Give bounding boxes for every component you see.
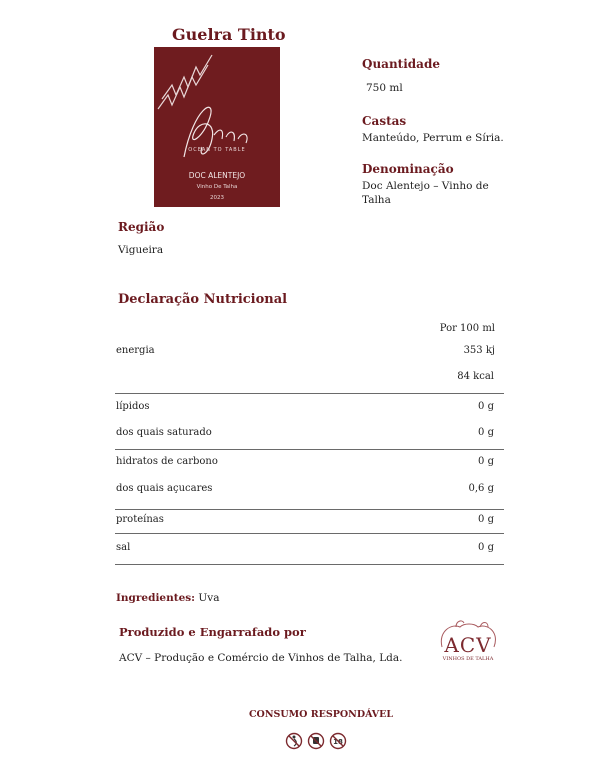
consumo-text: CONSUMO RESPONDÁVEL <box>249 709 394 720</box>
table-row-label: proteínas <box>116 514 164 525</box>
age-18-icon <box>331 734 346 749</box>
label-style: Vinho De Talha <box>196 184 238 190</box>
energy-label: energia <box>116 345 155 356</box>
table-divider <box>115 449 504 450</box>
regiao-value: Vigueira <box>118 244 164 256</box>
table-row-label: lípidos <box>116 401 150 412</box>
table-divider <box>115 564 504 565</box>
producer-label: Produzido e Engarrafado por <box>119 625 306 639</box>
denominacao-label: Denominação <box>362 162 454 176</box>
label-doc: DOC ALENTEJO <box>188 171 246 180</box>
table-row-value: 0 g <box>478 427 494 438</box>
table-divider <box>115 509 504 510</box>
per-100ml-label: Por 100 ml <box>439 323 495 334</box>
nutrition-title: Declaração Nutricional <box>118 292 288 307</box>
label-year: 2023 <box>210 195 224 201</box>
table-row-value: 0 g <box>478 514 494 525</box>
bottle-label-image <box>154 47 280 207</box>
table-row-value: 0 g <box>478 542 494 553</box>
quantity-label: Quantidade <box>362 57 440 71</box>
label-tagline: OCEAN TO TABLE <box>188 147 246 153</box>
ingredients-line <box>116 592 219 604</box>
table-row-value: 0 g <box>478 401 494 412</box>
table-row-value: 0 g <box>478 456 494 467</box>
table-row-label: dos quais açucares <box>116 483 213 494</box>
castas-label: Castas <box>362 114 407 128</box>
table-divider <box>115 393 504 394</box>
castas-value: Manteúdo, Perrum e Síria. <box>362 132 504 144</box>
no-pregnancy-icon <box>287 734 302 749</box>
regiao-label: Região <box>118 220 165 234</box>
acv-logo-text: ACV <box>444 633 492 657</box>
table-row-value: 0,6 g <box>468 483 494 494</box>
energy-kcal-value: 84 kcal <box>457 371 494 382</box>
table-row-label: hidratos de carbono <box>116 456 218 467</box>
table-divider <box>115 533 504 534</box>
quantity-value: 750 ml <box>366 82 403 94</box>
ingredients-value: Uva <box>198 592 220 604</box>
product-title: Guelra Tinto <box>172 25 286 44</box>
ingredients-label: Ingredientes: <box>116 592 196 604</box>
acv-logo <box>428 617 508 669</box>
producer-value: ACV – Produção e Comércio de Vinhos de Talha, Lda. <box>119 652 403 664</box>
svg-text:18: 18 <box>333 738 343 746</box>
label-artwork <box>154 47 280 207</box>
denominacao-value-line1: Doc Alentejo – Vinho de <box>362 180 489 192</box>
energy-kj-value: 353 kj <box>463 345 495 356</box>
no-drink-drive-icon <box>309 734 324 749</box>
table-row-label: sal <box>116 542 131 553</box>
warning-icons <box>285 732 347 750</box>
table-row-label: dos quais saturado <box>116 427 212 438</box>
denominacao-value-line2: Talha <box>362 194 391 206</box>
acv-logo-sub: VINHOS DE TALHA <box>442 656 494 662</box>
